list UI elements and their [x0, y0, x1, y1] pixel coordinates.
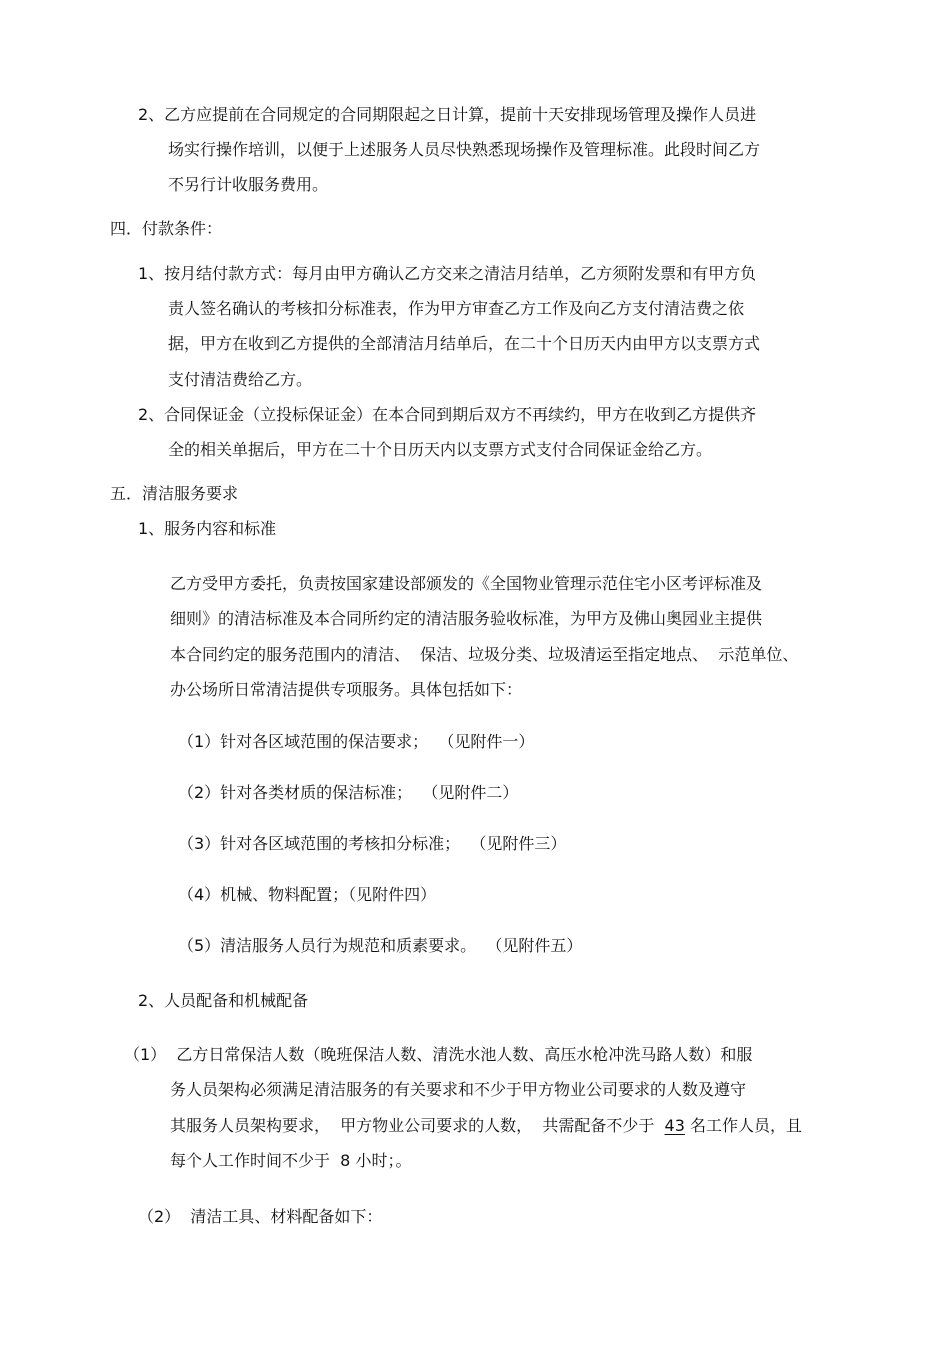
staffing-line-4: 每个人工作时间不少于 8 小时；。 [170, 1151, 412, 1170]
payment-1-line-1: 1、按月结付款方式：每月由甲方确认乙方交来之清洁月结单，乙方须附发票和有甲方负 [138, 264, 757, 283]
service-paragraph-line-3: 本合同约定的服务范围内的清洁、 保洁、垃圾分类、垃圾清运至指定地点、 示范单位、 [170, 645, 799, 664]
staffing-line-3-start: 其服务人员架构要求， 甲方物业公司要求的人数， 共需配备不少于 [170, 1116, 665, 1135]
list-item: （1）针对各区域范围的保洁要求； （见附件一） [178, 732, 535, 751]
payment-1-line-3: 据，甲方在收到乙方提供的全部清洁月结单后，在二十个日历天内由甲方以支票方式 [168, 334, 761, 353]
clause-2-line-1: 2、乙方应提前在合同规定的合同期限起之日计算，提前十天安排现场管理及操作人员进 [138, 105, 757, 124]
list-item: （4）机械、物料配置；（见附件四） [178, 885, 437, 904]
subsection-1-heading: 1、服务内容和标准 [138, 519, 277, 538]
section-4-heading: 四．付款条件： [110, 219, 223, 238]
list-item: （5）清洁服务人员行为规范和质素要求。 （见附件五） [178, 936, 583, 955]
list-item: （2）针对各类材质的保洁标准； （见附件二） [178, 783, 519, 802]
payment-2-line-2: 全的相关单据后，甲方在二十个日历天内以支票方式支付合同保证金给乙方。 [168, 440, 713, 459]
staffing-line-3-end: 名工作人员，且 [684, 1116, 802, 1135]
section-5-heading: 五．清洁服务要求 [110, 484, 239, 503]
payment-1-line-4: 支付清洁费给乙方。 [168, 370, 313, 389]
clause-2-line-3: 不另行计收服务费用。 [168, 175, 329, 194]
staff-count: 43 [664, 1116, 685, 1135]
service-paragraph-line-4: 办公场所日常清洁提供专项服务。具体包括如下： [170, 680, 523, 699]
staffing-line-1: （1） 乙方日常保洁人数（晚班保洁人数、清洗水池人数、高压水枪冲洗马路人数）和服 [124, 1045, 753, 1064]
service-paragraph-line-2: 细则》的清洁标准及本合同所约定的清洁服务验收标准，为甲方及佛山奥园业主提供 [170, 609, 763, 628]
staffing-line-3 [170, 1116, 802, 1136]
service-paragraph-line-1: 乙方受甲方委托，负责按国家建设部颁发的《全国物业管理示范住宅小区考评标准及 [170, 574, 763, 593]
payment-2-line-1: 2、合同保证金（立投标保证金）在本合同到期后双方不再续约，甲方在收到乙方提供齐 [138, 405, 757, 424]
subsection-2-heading: 2、人员配备和机械配备 [138, 991, 309, 1010]
payment-1-line-2: 责人签名确认的考核扣分标准表，作为甲方审查乙方工作及向乙方支付清洁费之依 [168, 299, 745, 318]
clause-2-line-2: 场实行操作培训，以便于上述服务人员尽快熟悉现场操作及管理标准。此段时间乙方 [168, 140, 761, 159]
tools-heading: （2） 清洁工具、材料配备如下： [138, 1207, 383, 1226]
list-item: （3）针对各区域范围的考核扣分标准； （见附件三） [178, 834, 567, 853]
staffing-line-2: 务人员架构必须满足清洁服务的有关要求和不少于甲方物业公司要求的人数及遵守 [170, 1080, 747, 1099]
